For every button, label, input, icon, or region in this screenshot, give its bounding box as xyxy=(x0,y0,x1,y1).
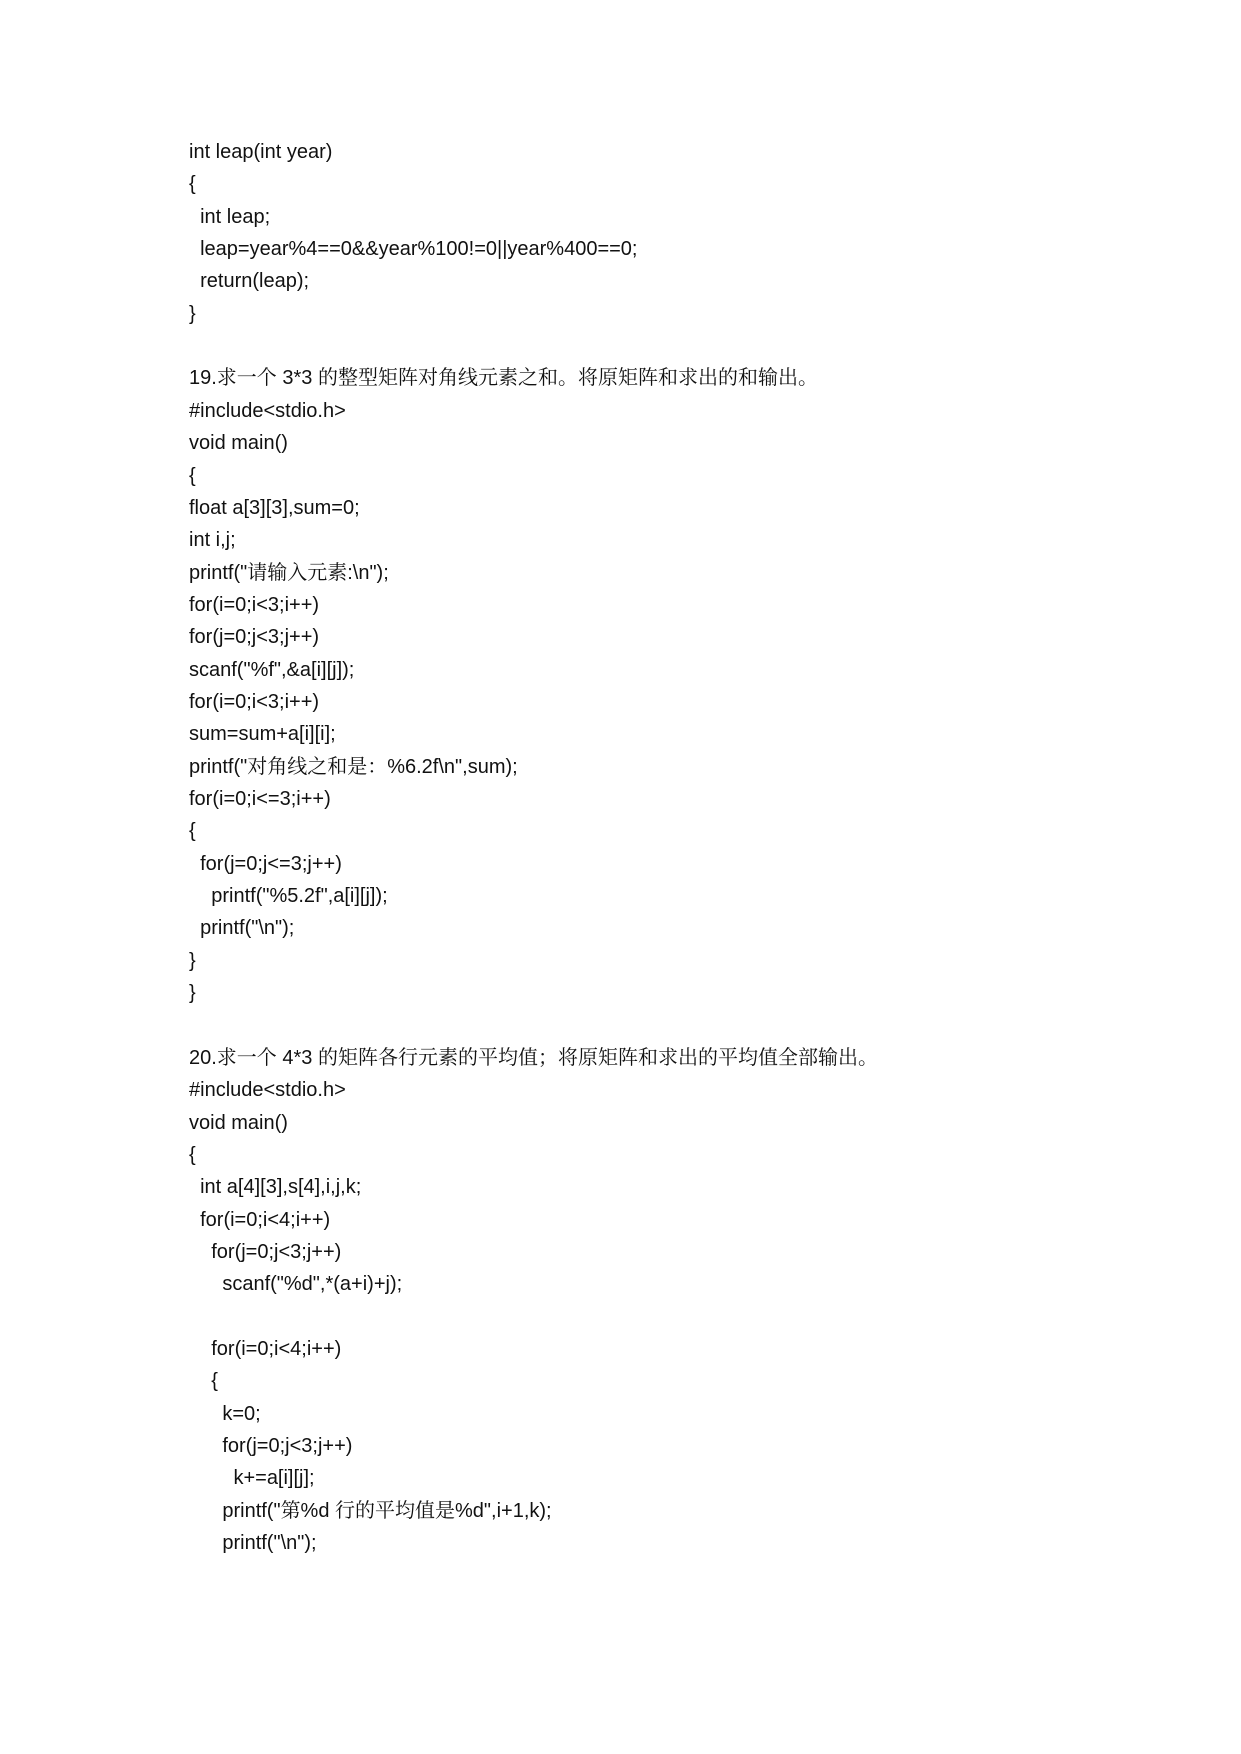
code-line: printf("\n"); xyxy=(189,917,295,940)
code-line: #include<stdio.h> xyxy=(189,1079,346,1102)
code-line: } xyxy=(189,982,196,1005)
code-line: int leap(int year) xyxy=(189,141,333,163)
code-line: { xyxy=(189,1370,218,1393)
code-line: int a[4][3],s[4],i,j,k; xyxy=(189,1176,362,1199)
code-line: for(j=0;j<=3;j++) xyxy=(189,852,342,875)
code-line: { xyxy=(189,1143,196,1166)
code-line: for(i=0;i<=3;i++) xyxy=(189,788,331,810)
code-line: return(leap); xyxy=(189,270,310,293)
code-line: float a[3][3],sum=0; xyxy=(189,496,360,519)
code-line: sum=sum+a[i][i]; xyxy=(189,723,336,746)
code-line: { xyxy=(189,820,196,843)
code-line: for(i=0;i<4;i++) xyxy=(189,1208,331,1231)
code-line: for(j=0;j<3;j++) xyxy=(189,1240,342,1263)
code-line: printf("%5.2f",a[i][j]); xyxy=(189,885,388,908)
code-line: for(j=0;j<3;j++) xyxy=(189,1435,353,1457)
code-line: for(j=0;j<3;j++) xyxy=(189,626,320,649)
code-line: void main() xyxy=(189,432,288,455)
code-line: #include<stdio.h> xyxy=(189,399,346,422)
code-line: printf("请输入元素:\n"); xyxy=(189,561,389,584)
code-line: for(i=0;i<3;i++) xyxy=(189,593,320,616)
code-line: printf("第%d 行的平均值是%d",i+1,k); xyxy=(189,1499,552,1522)
code-line: for(i=0;i<4;i++) xyxy=(189,1337,342,1360)
code-line: { xyxy=(189,464,196,487)
code-line: int leap; xyxy=(189,205,271,228)
problem-heading: 20.求一个 4*3 的矩阵各行元素的平均值；将原矩阵和求出的平均值全部输出。 xyxy=(189,1046,878,1069)
code-line: scanf("%f",&a[i][j]); xyxy=(189,658,355,681)
code-line: for(i=0;i<3;i++) xyxy=(189,690,320,713)
code-line: int i,j; xyxy=(189,529,236,552)
code-line: scanf("%d",*(a+i)+j); xyxy=(189,1273,403,1296)
problem-heading: 19.求一个 3*3 的整型矩阵对角线元素之和。将原矩阵和求出的和输出。 xyxy=(189,367,818,390)
code-line: { xyxy=(189,173,196,196)
code-line: leap=year%4==0&&year%100!=0||year%400==0; xyxy=(189,238,638,261)
code-line: k+=a[i][j]; xyxy=(189,1467,315,1490)
code-line: void main() xyxy=(189,1111,288,1134)
code-line: k=0; xyxy=(189,1402,261,1425)
code-line: } xyxy=(189,949,196,972)
code-line: printf("\n"); xyxy=(189,1532,317,1555)
code-line: printf("对角线之和是：%6.2f\n",sum); xyxy=(189,755,518,778)
code-line: } xyxy=(189,302,196,325)
